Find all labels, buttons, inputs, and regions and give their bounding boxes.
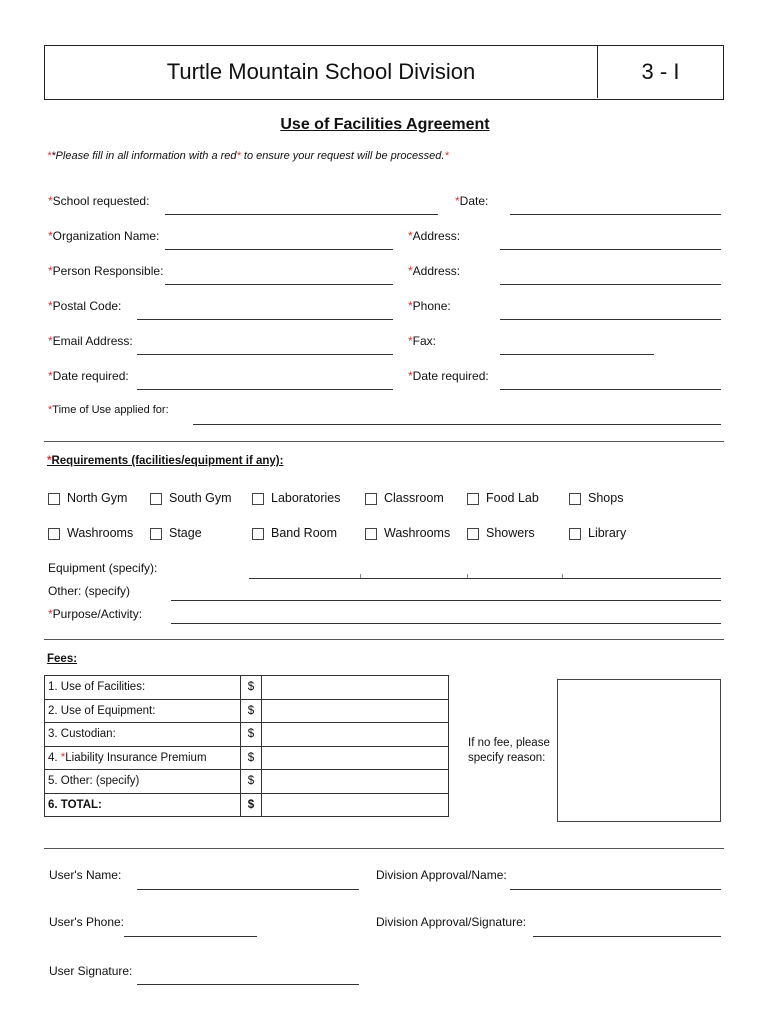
checkbox-label: North Gym <box>67 491 128 505</box>
checkbox[interactable] <box>252 493 264 505</box>
checkbox-label: Band Room <box>271 526 338 540</box>
fees-heading: Fees: <box>47 653 78 665</box>
equipment-label: Equipment (specify): <box>48 561 158 575</box>
checkbox-label: Shops <box>588 491 624 505</box>
fee-label: 4. *Liability Insurance Premium <box>45 746 241 770</box>
currency-symbol: $ <box>241 793 262 817</box>
other-label: Other: (specify) <box>48 584 131 598</box>
division-approval-signature-field[interactable] <box>533 936 721 937</box>
fee-total-label: 6. TOTAL: <box>45 793 241 817</box>
note-star: * <box>47 150 52 162</box>
division-approval-name-label: Division Approval/Name: <box>376 868 507 882</box>
form-code: 3 - I <box>641 59 680 84</box>
section-divider <box>44 441 724 442</box>
table-row <box>45 676 449 700</box>
equipment-tick <box>360 574 361 578</box>
fees-table <box>44 675 449 817</box>
form-title: Use of Facilities Agreement <box>280 116 490 133</box>
phone-label: *Phone: <box>408 299 451 313</box>
fee-label: 5. Other: (specify) <box>45 770 241 794</box>
requirements-heading: *Requirements (facilities/equipment if any): <box>47 455 284 467</box>
equipment-tick <box>467 574 468 578</box>
checkbox[interactable] <box>467 493 479 505</box>
address1-field[interactable] <box>500 249 721 250</box>
date-field[interactable] <box>510 214 721 215</box>
fee-amount-field[interactable] <box>262 699 449 723</box>
checkbox[interactable] <box>365 493 377 505</box>
address2-label: *Address: <box>408 264 461 278</box>
section-divider <box>44 848 724 849</box>
note-star-inline: * <box>236 150 241 162</box>
checkbox-label: South Gym <box>169 491 232 505</box>
checkbox-label: Washrooms <box>384 526 451 540</box>
fee-label: 3. Custodian: <box>45 723 241 747</box>
fee-label: 2. Use of Equipment: <box>45 699 241 723</box>
fee-amount-field[interactable] <box>262 770 449 794</box>
organization-name-label: *Organization Name: <box>48 229 160 243</box>
checkbox-label: Classroom <box>384 491 444 505</box>
fee-total-field[interactable] <box>262 793 449 817</box>
postal-code-field[interactable] <box>137 319 393 320</box>
no-fee-label-1: If no fee, please <box>468 737 550 749</box>
checkbox[interactable] <box>569 528 581 540</box>
users-phone-field[interactable] <box>124 936 257 937</box>
address1-label: *Address: <box>408 229 461 243</box>
fee-amount-field[interactable] <box>262 723 449 747</box>
person-responsible-label: *Person Responsible: <box>48 264 164 278</box>
checkbox-label: Food Lab <box>486 491 539 505</box>
currency-symbol: $ <box>241 699 262 723</box>
note-text-post: to ensure your request will be processed. <box>240 150 445 162</box>
school-requested-label: *School requested: <box>48 194 150 208</box>
date-required-field[interactable] <box>137 389 393 390</box>
other-field[interactable] <box>171 600 721 601</box>
equipment-tick <box>562 574 563 578</box>
postal-code-label: *Postal Code: <box>48 299 122 313</box>
date-required-2-field[interactable] <box>500 389 721 390</box>
school-requested-field[interactable] <box>165 214 438 215</box>
fee-label: 1. Use of Facilities: <box>45 676 241 700</box>
email-address-field[interactable] <box>137 354 393 355</box>
currency-symbol: $ <box>241 770 262 794</box>
instruction-note <box>47 150 449 162</box>
checkbox[interactable] <box>569 493 581 505</box>
section-divider <box>44 639 724 640</box>
currency-symbol: $ <box>241 746 262 770</box>
checkbox-label: Showers <box>486 526 535 540</box>
note-text-pre: *Please fill in all information with a red <box>51 150 237 162</box>
fee-amount-field[interactable] <box>262 676 449 700</box>
currency-symbol: $ <box>241 723 262 747</box>
fee-amount-field[interactable] <box>262 746 449 770</box>
no-fee-label-2: specify reason: <box>468 752 546 764</box>
table-row <box>45 746 449 770</box>
equipment-field[interactable] <box>249 578 721 579</box>
fax-label: *Fax: <box>408 334 437 348</box>
table-row <box>45 699 449 723</box>
email-address-label: *Email Address: <box>48 334 133 348</box>
address2-field[interactable] <box>500 284 721 285</box>
user-signature-label: User Signature: <box>49 964 133 978</box>
date-label: *Date: <box>455 194 489 208</box>
users-name-label: User's Name: <box>49 868 122 882</box>
checkbox-label: Laboratories <box>271 491 341 505</box>
purpose-label: *Purpose/Activity: <box>48 607 143 621</box>
time-of-use-label: *Time of Use applied for: <box>48 404 169 416</box>
currency-symbol: $ <box>241 676 262 700</box>
checkbox[interactable] <box>365 528 377 540</box>
checkbox[interactable] <box>150 493 162 505</box>
phone-field[interactable] <box>500 319 721 320</box>
checkbox-label: Library <box>588 526 627 540</box>
checkbox[interactable] <box>48 493 60 505</box>
fax-field[interactable] <box>500 354 654 355</box>
division-approval-name-field[interactable] <box>510 889 721 890</box>
checkbox[interactable] <box>150 528 162 540</box>
checkbox[interactable] <box>48 528 60 540</box>
users-name-field[interactable] <box>137 889 359 890</box>
table-row <box>45 793 449 817</box>
division-title: Turtle Mountain School Division <box>166 59 476 84</box>
checkbox-label: Stage <box>169 526 202 540</box>
document-header <box>44 45 724 100</box>
purpose-field[interactable] <box>171 623 721 624</box>
note-star-end: * <box>444 150 449 162</box>
users-phone-label: User's Phone: <box>49 915 124 929</box>
no-fee-reason-box[interactable] <box>557 679 721 822</box>
user-signature-field[interactable] <box>137 984 359 985</box>
checkbox[interactable] <box>467 528 479 540</box>
checkbox-label: Washrooms <box>67 526 134 540</box>
checkbox[interactable] <box>252 528 264 540</box>
time-of-use-field[interactable] <box>193 424 721 425</box>
table-row <box>45 770 449 794</box>
table-row <box>45 723 449 747</box>
organization-name-field[interactable] <box>165 249 393 250</box>
date-required-label: *Date required: <box>48 369 129 383</box>
person-responsible-field[interactable] <box>165 284 393 285</box>
date-required-2-label: *Date required: <box>408 369 489 383</box>
division-approval-signature-label: Division Approval/Signature: <box>376 915 527 929</box>
